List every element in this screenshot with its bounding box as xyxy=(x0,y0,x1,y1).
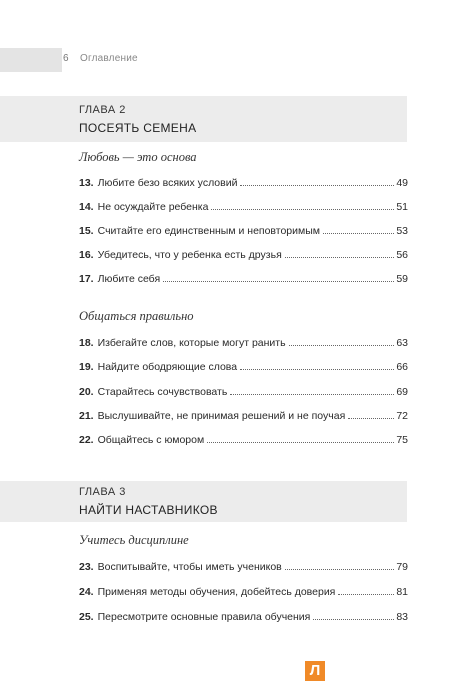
section-title: Любовь — это основа xyxy=(79,150,197,164)
entry-number: 23. xyxy=(79,561,94,573)
entry-page: 79 xyxy=(396,561,408,573)
chapter-title: ПОСЕЯТЬ СЕМЕНА xyxy=(79,121,197,135)
entry-number: 17. xyxy=(79,273,94,285)
entry-number: 24. xyxy=(79,586,94,598)
entry-number: 15. xyxy=(79,225,94,237)
dot-leader xyxy=(348,418,394,419)
entry-page: 63 xyxy=(396,337,408,349)
section-title: Учитесь дисциплине xyxy=(79,533,189,547)
chapter-2-header xyxy=(0,96,407,142)
entry-page: 56 xyxy=(396,249,408,261)
entry-title: Пересмотрите основные правила обучения xyxy=(97,611,311,623)
toc-entry[interactable] xyxy=(79,201,408,217)
toc-entry[interactable] xyxy=(79,611,408,627)
entry-title: Применяя методы обучения, добейтесь доверия xyxy=(97,586,336,598)
toc-entry[interactable] xyxy=(79,434,408,450)
chapter-label: ГЛАВА 3 xyxy=(79,486,126,498)
toc-entry[interactable] xyxy=(79,273,408,289)
entry-page: 49 xyxy=(396,177,408,189)
toc-entry[interactable] xyxy=(79,249,408,265)
entry-page: 83 xyxy=(396,611,408,623)
dot-leader xyxy=(338,594,394,595)
dot-leader xyxy=(289,345,395,346)
entry-title: Не осуждайте ребенка xyxy=(97,201,209,213)
header-bar xyxy=(0,48,62,72)
page-number: 6 xyxy=(63,53,69,64)
dot-leader xyxy=(240,369,394,370)
entry-number: 16. xyxy=(79,249,94,261)
entry-page: 51 xyxy=(396,201,408,213)
chapter-label: ГЛАВА 2 xyxy=(79,104,126,116)
running-header xyxy=(0,48,451,72)
entry-number: 14. xyxy=(79,201,94,213)
dot-leader xyxy=(163,281,394,282)
dot-leader xyxy=(285,257,395,258)
chapter-3-header xyxy=(0,481,407,522)
entry-number: 21. xyxy=(79,410,94,422)
entry-number: 20. xyxy=(79,386,94,398)
toc-entry[interactable] xyxy=(79,225,408,241)
dot-leader xyxy=(211,209,394,210)
toc-entry[interactable] xyxy=(79,361,408,377)
dot-leader xyxy=(323,233,394,234)
entry-page: 66 xyxy=(396,361,408,373)
toc-entry[interactable] xyxy=(79,586,408,602)
dot-leader xyxy=(313,619,394,620)
toc-entry[interactable] xyxy=(79,410,408,426)
entry-number: 25. xyxy=(79,611,94,623)
toc-entry[interactable] xyxy=(79,561,408,577)
chapter-title: НАЙТИ НАСТАВНИКОВ xyxy=(79,503,218,517)
entry-page: 53 xyxy=(396,225,408,237)
entry-number: 18. xyxy=(79,337,94,349)
entry-title: Старайтесь сочувствовать xyxy=(97,386,228,398)
entry-title: Избегайте слов, которые могут ранить xyxy=(97,337,286,349)
entry-page: 69 xyxy=(396,386,408,398)
entry-page: 59 xyxy=(396,273,408,285)
entry-number: 19. xyxy=(79,361,94,373)
dot-leader xyxy=(240,185,394,186)
toc-entry[interactable] xyxy=(79,177,408,193)
entry-title: Любите себя xyxy=(97,273,161,285)
entry-page: 75 xyxy=(396,434,408,446)
entry-number: 22. xyxy=(79,434,94,446)
labirint-logo-icon: Л xyxy=(305,661,325,681)
entry-title: Любите безо всяких условий xyxy=(97,177,238,189)
entry-page: 81 xyxy=(396,586,408,598)
running-title: Оглавление xyxy=(80,53,138,64)
dot-leader xyxy=(207,442,394,443)
dot-leader xyxy=(230,394,394,395)
entry-number: 13. xyxy=(79,177,94,189)
entry-title: Выслушивайте, не принимая решений и не поучая xyxy=(97,410,346,422)
entry-page: 72 xyxy=(396,410,408,422)
entry-title: Убедитесь, что у ребенка есть друзья xyxy=(97,249,282,261)
entry-title: Считайте его единственным и неповторимым xyxy=(97,225,321,237)
dot-leader xyxy=(285,569,395,570)
entry-title: Воспитывайте, чтобы иметь учеников xyxy=(97,561,282,573)
section-title: Общаться правильно xyxy=(79,309,194,323)
toc-entry[interactable] xyxy=(79,386,408,402)
toc-entry[interactable] xyxy=(79,337,408,353)
entry-title: Найдите ободряющие слова xyxy=(97,361,238,373)
entry-title: Общайтесь с юмором xyxy=(97,434,205,446)
